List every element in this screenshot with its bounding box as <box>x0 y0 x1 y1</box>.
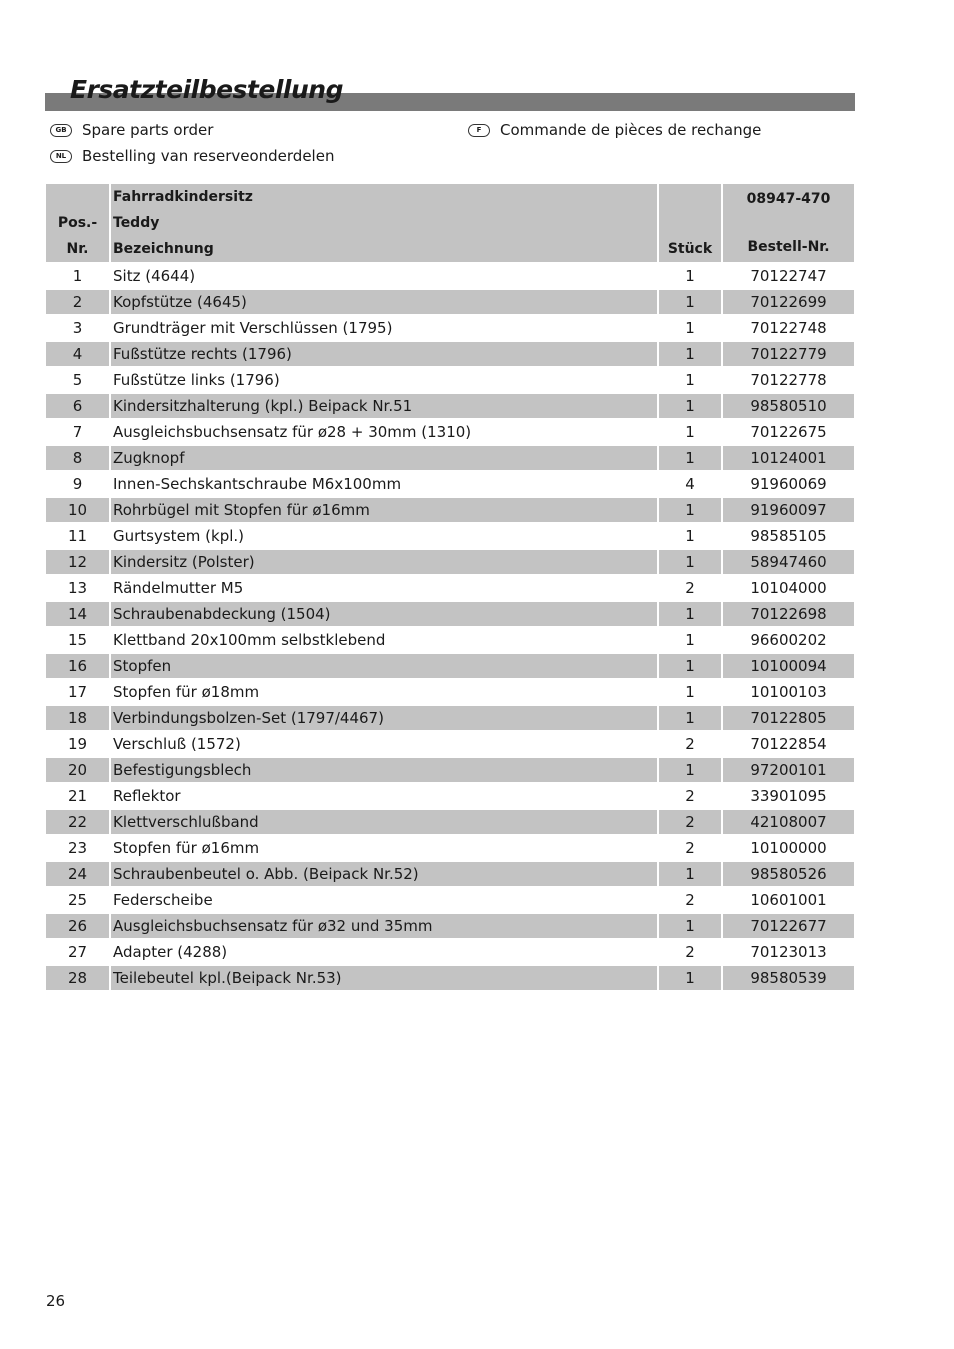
page-title: Ersatzteilbestellung <box>70 75 343 104</box>
row-pos: 10 <box>46 497 110 523</box>
row-article: 98585105 <box>722 523 854 549</box>
header-pos: Pos.- Nr. <box>46 184 110 263</box>
row-article: 70122677 <box>722 913 854 939</box>
row-article: 10100094 <box>722 653 854 679</box>
row-qty: 1 <box>658 861 722 887</box>
row-qty: 1 <box>658 497 722 523</box>
row-article: 70122805 <box>722 705 854 731</box>
row-pos: 27 <box>46 939 110 965</box>
row-article: 98580526 <box>722 861 854 887</box>
row-qty: 1 <box>658 263 722 289</box>
table-row <box>46 679 854 705</box>
row-pos: 25 <box>46 887 110 913</box>
row-name: Schraubenabdeckung (1504) <box>110 601 658 627</box>
row-name: Verschluß (1572) <box>110 731 658 757</box>
row-name: Klettband 20x100mm selbstklebend <box>110 627 658 653</box>
name-label: Bezeichnung <box>113 241 214 257</box>
table-row <box>46 757 854 783</box>
row-article: 10104000 <box>722 575 854 601</box>
table-row <box>46 549 854 575</box>
table-row <box>46 523 854 549</box>
row-article: 58947460 <box>722 549 854 575</box>
table-row <box>46 965 854 991</box>
row-pos: 12 <box>46 549 110 575</box>
row-name: Stopfen für ø18mm <box>110 679 658 705</box>
row-name: Gurtsystem (kpl.) <box>110 523 658 549</box>
table-row <box>46 315 854 341</box>
row-qty: 1 <box>658 705 722 731</box>
row-article: 98580539 <box>722 965 854 991</box>
row-name: Schraubenbeutel o. Abb. (Beipack Nr.52) <box>110 861 658 887</box>
row-pos: 26 <box>46 913 110 939</box>
row-qty: 2 <box>658 809 722 835</box>
row-qty: 1 <box>658 913 722 939</box>
row-article: 33901095 <box>722 783 854 809</box>
table-row <box>46 835 854 861</box>
table-row <box>46 263 854 289</box>
row-name: Befestigungsblech <box>110 757 658 783</box>
table-header <box>46 184 854 263</box>
row-qty: 1 <box>658 757 722 783</box>
table-row <box>46 601 854 627</box>
row-qty: 1 <box>658 653 722 679</box>
row-article: 70122675 <box>722 419 854 445</box>
row-name: Klettverschlußband <box>110 809 658 835</box>
row-article: 10601001 <box>722 887 854 913</box>
row-name: Grundträger mit Verschlüssen (1795) <box>110 315 658 341</box>
row-name: Verbindungsbolzen-Set (1797/4467) <box>110 705 658 731</box>
header-name <box>110 184 658 263</box>
parts-table <box>46 184 854 992</box>
page-number: 26 <box>46 1292 66 1310</box>
row-pos: 23 <box>46 835 110 861</box>
product-name: Fahrradkindersitz <box>113 189 253 205</box>
row-name: Ausgleichsbuchsensatz für ø32 und 35mm <box>110 913 658 939</box>
row-pos: 15 <box>46 627 110 653</box>
row-pos: 8 <box>46 445 110 471</box>
row-name: Zugknopf <box>110 445 658 471</box>
row-name: Kopfstütze (4645) <box>110 289 658 315</box>
row-qty: 1 <box>658 549 722 575</box>
table-row <box>46 705 854 731</box>
table-row <box>46 939 854 965</box>
row-pos: 3 <box>46 315 110 341</box>
row-article: 10124001 <box>722 445 854 471</box>
row-article: 70122854 <box>722 731 854 757</box>
row-article: 70122698 <box>722 601 854 627</box>
row-pos: 5 <box>46 367 110 393</box>
row-name: Federscheibe <box>110 887 658 913</box>
row-article: 91960069 <box>722 471 854 497</box>
row-qty: 1 <box>658 367 722 393</box>
f-badge-icon: F <box>468 124 490 137</box>
table-row <box>46 861 854 887</box>
row-article: 70123013 <box>722 939 854 965</box>
row-pos: 14 <box>46 601 110 627</box>
row-article: 70122778 <box>722 367 854 393</box>
table-row <box>46 783 854 809</box>
row-name: Reflektor <box>110 783 658 809</box>
header-article <box>722 184 854 263</box>
row-pos: 22 <box>46 809 110 835</box>
row-name: Adapter (4288) <box>110 939 658 965</box>
row-name: Teilebeutel kpl.(Beipack Nr.53) <box>110 965 658 991</box>
table-row <box>46 367 854 393</box>
row-pos: 2 <box>46 289 110 315</box>
row-article: 91960097 <box>722 497 854 523</box>
table-row <box>46 913 854 939</box>
row-name: Stopfen <box>110 653 658 679</box>
row-qty: 1 <box>658 341 722 367</box>
row-qty: 2 <box>658 887 722 913</box>
row-article: 97200101 <box>722 757 854 783</box>
table-row <box>46 471 854 497</box>
row-name: Kindersitz (Polster) <box>110 549 658 575</box>
row-qty: 1 <box>658 445 722 471</box>
row-name: Innen-Sechskantschraube M6x100mm <box>110 471 658 497</box>
row-name: Kindersitzhalterung (kpl.) Beipack Nr.51 <box>110 393 658 419</box>
row-qty: 1 <box>658 523 722 549</box>
row-name: Fußstütze rechts (1796) <box>110 341 658 367</box>
row-qty: 1 <box>658 601 722 627</box>
row-pos: 24 <box>46 861 110 887</box>
table-row <box>46 575 854 601</box>
row-pos: 6 <box>46 393 110 419</box>
row-article: 70122699 <box>722 289 854 315</box>
row-qty: 1 <box>658 393 722 419</box>
lang-nl <box>50 146 334 166</box>
row-pos: 19 <box>46 731 110 757</box>
row-pos: 16 <box>46 653 110 679</box>
table-row <box>46 653 854 679</box>
table-row <box>46 419 854 445</box>
table-row <box>46 627 854 653</box>
row-qty: 2 <box>658 731 722 757</box>
row-qty: 1 <box>658 627 722 653</box>
row-name: Rohrbügel mit Stopfen für ø16mm <box>110 497 658 523</box>
lang-f-label: Commande de pièces de rechange <box>500 121 762 139</box>
row-article: 70122779 <box>722 341 854 367</box>
lang-nl-label: Bestelling van reserveonderdelen <box>82 147 335 165</box>
nl-badge-icon: NL <box>50 150 72 163</box>
article-label: Bestell-Nr. <box>747 239 830 255</box>
row-qty: 1 <box>658 289 722 315</box>
row-qty: 2 <box>658 835 722 861</box>
row-qty: 1 <box>658 965 722 991</box>
row-pos: 17 <box>46 679 110 705</box>
table-row <box>46 731 854 757</box>
table-row <box>46 887 854 913</box>
table-row <box>46 445 854 471</box>
row-pos: 21 <box>46 783 110 809</box>
row-qty: 1 <box>658 419 722 445</box>
row-name: Ausgleichsbuchsensatz für ø28 + 30mm (1310) <box>110 419 658 445</box>
table-row <box>46 809 854 835</box>
row-article: 10100000 <box>722 835 854 861</box>
lang-f <box>468 120 761 140</box>
row-name: Sitz (4644) <box>110 263 658 289</box>
row-pos: 7 <box>46 419 110 445</box>
row-pos: 1 <box>46 263 110 289</box>
row-qty: 2 <box>658 939 722 965</box>
row-pos: 9 <box>46 471 110 497</box>
row-name: Fußstütze links (1796) <box>110 367 658 393</box>
product-model: Teddy <box>113 215 160 231</box>
table-row <box>46 393 854 419</box>
row-article: 70122748 <box>722 315 854 341</box>
row-pos: 18 <box>46 705 110 731</box>
row-qty: 1 <box>658 315 722 341</box>
row-pos: 20 <box>46 757 110 783</box>
row-article: 70122747 <box>722 263 854 289</box>
lang-gb-label: Spare parts order <box>82 121 214 139</box>
row-qty: 2 <box>658 783 722 809</box>
row-name: Stopfen für ø16mm <box>110 835 658 861</box>
row-qty: 4 <box>658 471 722 497</box>
row-pos: 11 <box>46 523 110 549</box>
header-qty: Stück <box>658 184 722 263</box>
row-pos: 13 <box>46 575 110 601</box>
row-pos: 4 <box>46 341 110 367</box>
row-name: Rändelmutter M5 <box>110 575 658 601</box>
article-number: 08947-470 <box>746 191 831 207</box>
row-article: 10100103 <box>722 679 854 705</box>
gb-badge-icon: GB <box>50 124 72 137</box>
row-pos: 28 <box>46 965 110 991</box>
table-row <box>46 497 854 523</box>
row-article: 98580510 <box>722 393 854 419</box>
row-article: 42108007 <box>722 809 854 835</box>
table-row <box>46 289 854 315</box>
row-qty: 1 <box>658 679 722 705</box>
row-qty: 2 <box>658 575 722 601</box>
table-row <box>46 341 854 367</box>
row-article: 96600202 <box>722 627 854 653</box>
lang-gb <box>50 120 213 140</box>
